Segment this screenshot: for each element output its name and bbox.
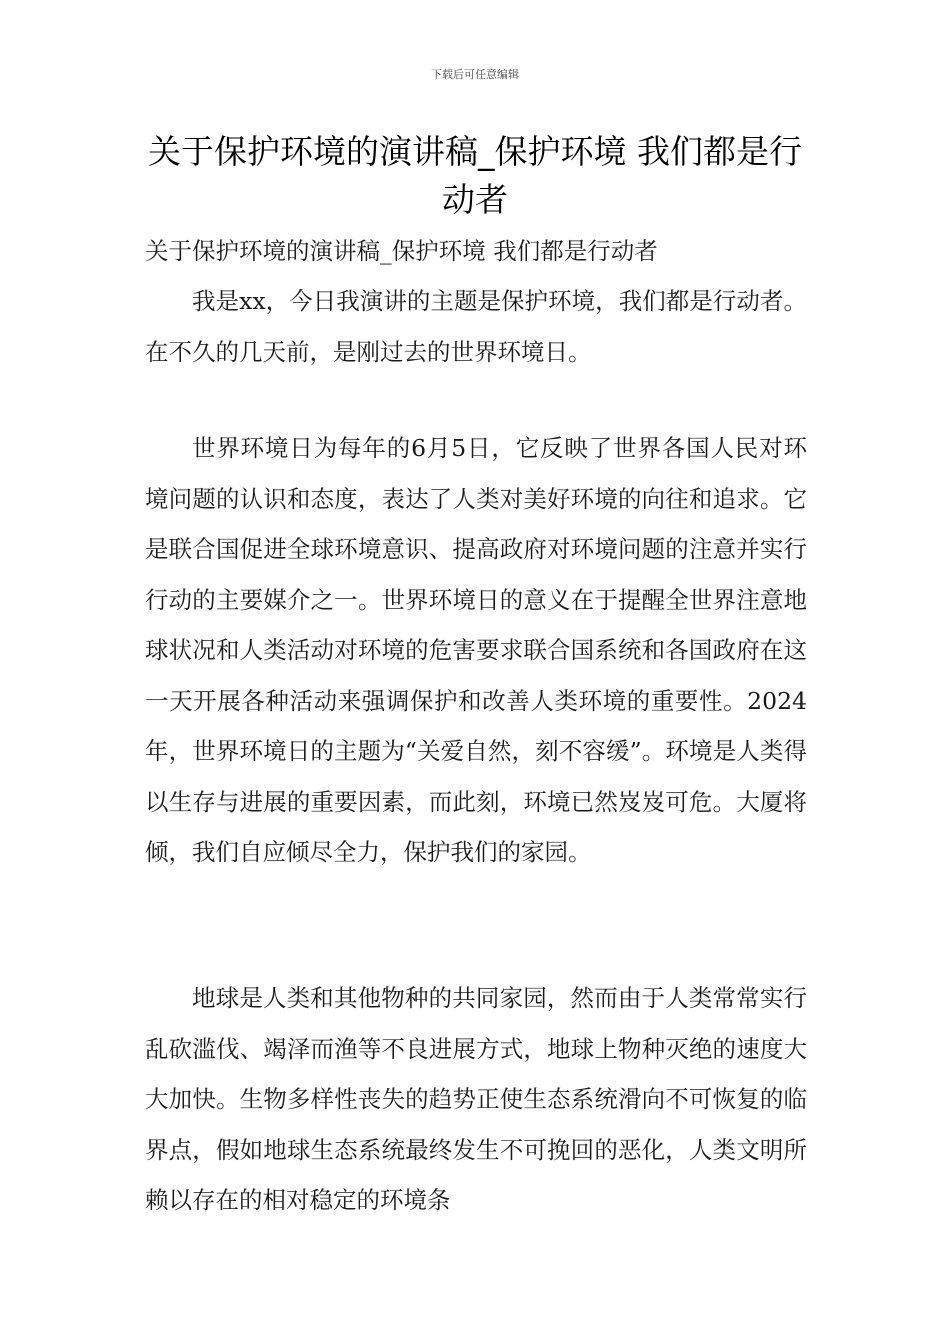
document-subtitle: 关于保护环境的演讲稿_保护环境 我们都是行动者	[145, 237, 658, 265]
paragraph-2: 世界环境日为每年的6月5日，它反映了世界各国人民对环境问题的认识和态度，表达了人类对美好环境的向往和追求。它是联合国促进全球环境意识、提高政府对环境问题的注意并实行行动的主要媒介之一。世界环境日的意义在于提醒全世界注意地球状况和人类活动对环境的危害要求联合国系统和各国政府在这一天开展各种活动来强调保护和改善人类环境的重要性。2024年，世界环境日的主题为“关爱自然，刻不容缓”。环境是人类得以生存与进展的重要因素，而此刻，环境已然岌岌可危。大厦将倾，我们自应倾尽全力，保护我们的家园。	[145, 434, 807, 866]
paragraph-3: 地球是人类和其他物种的共同家园，然而由于人类常常实行乱砍滥伐、竭泽而渔等不良进展方式，地球上物种灭绝的速度大大加快。生物多样性丧失的趋势正使生态系统滑向不可恢复的临界点，假如地球生态系统最终发生不可挽回的恶化，人类文明所赖以存在的相对稳定的环境条	[145, 984, 807, 1214]
header-note: 下载后可任意编辑	[431, 68, 519, 81]
paragraph-1: 我是xx，今日我演讲的主题是保护环境，我们都是行动者。在不久的几天前，是刚过去的世界环境日。	[145, 287, 807, 366]
document-title: 关于保护环境的演讲稿_保护环境 我们都是行动者	[148, 132, 802, 219]
